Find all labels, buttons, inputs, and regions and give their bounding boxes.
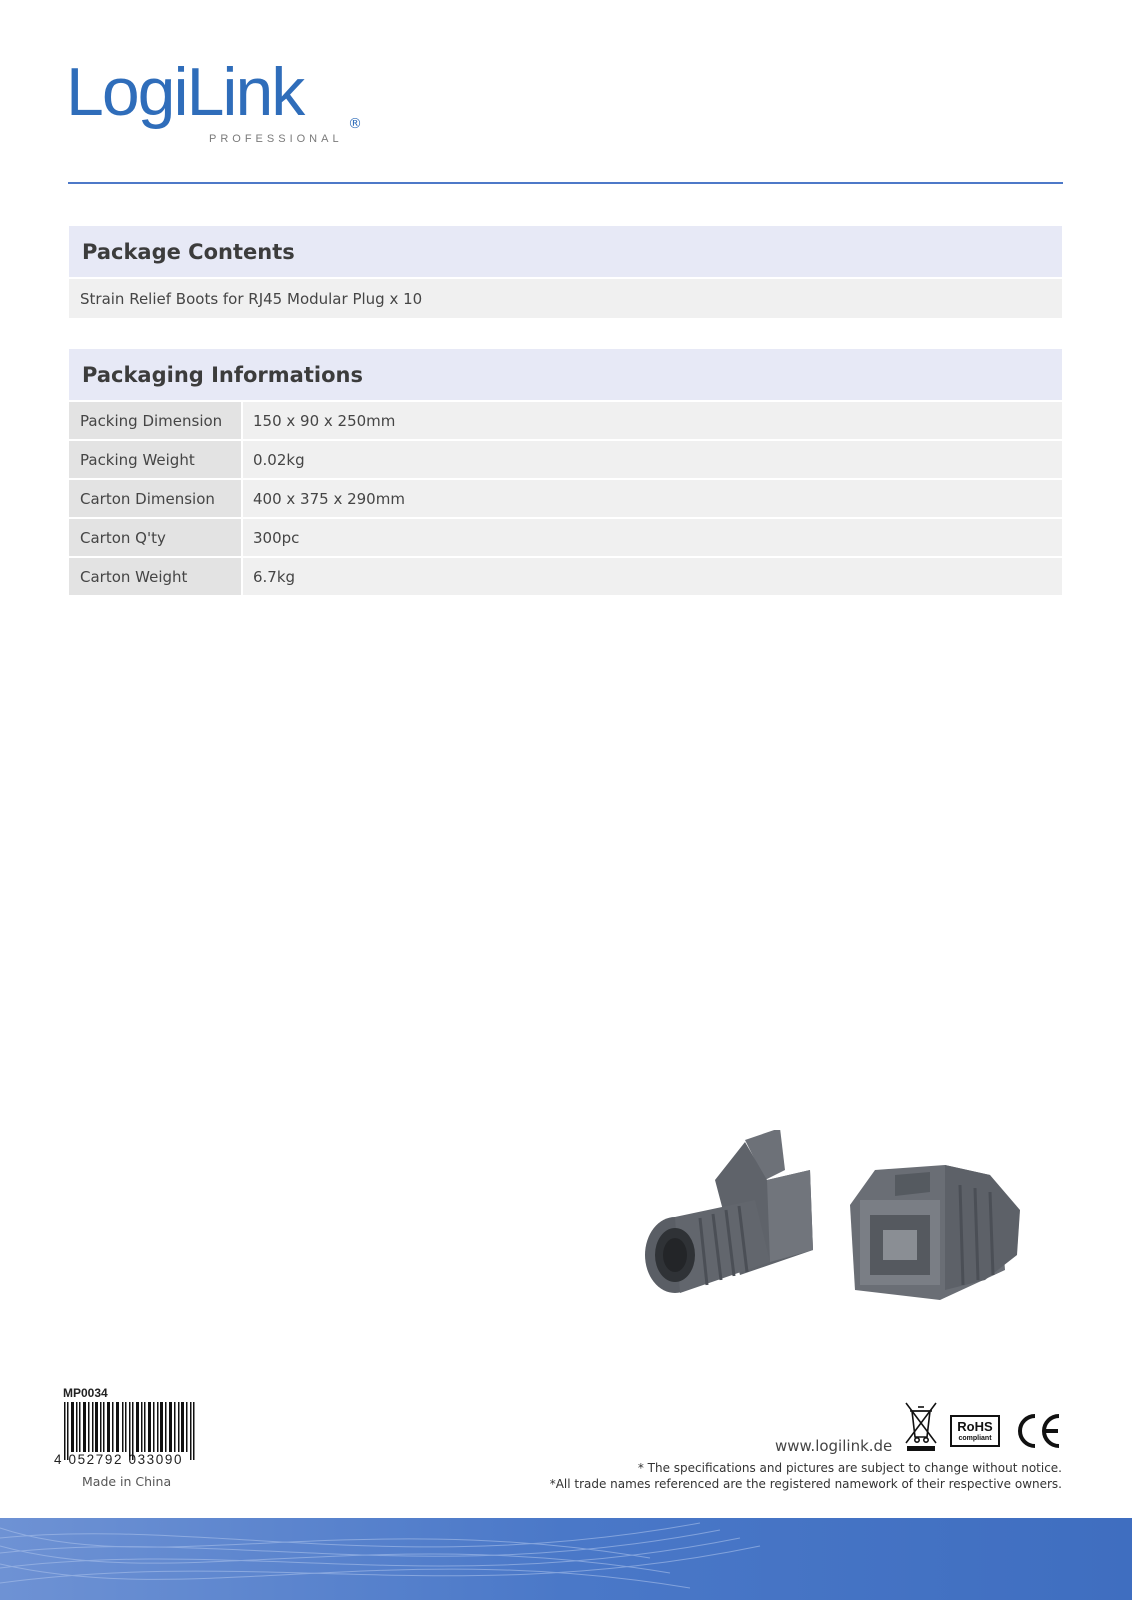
table-row (69, 480, 1062, 517)
row-value: 150 x 90 x 250mm (243, 402, 1062, 439)
packaging-info-section (69, 349, 1062, 595)
website-link[interactable]: www.logilink.de (775, 1437, 893, 1455)
row-value: 6.7kg (243, 558, 1062, 595)
origin-label: Made in China (82, 1474, 172, 1489)
product-image (645, 1130, 1045, 1340)
product-code: MP0034 (63, 1386, 108, 1400)
row-label: Carton Weight (69, 558, 241, 595)
weee-bin-icon (904, 1399, 938, 1451)
boot-front-view (850, 1165, 1020, 1300)
rohs-subtitle: compliant (958, 1435, 992, 1442)
logo-wordmark: LogiLink (66, 54, 304, 130)
table-row (69, 441, 1062, 478)
barcode-block (52, 1386, 212, 1496)
barcode-number: 4 052792 033090 (54, 1452, 184, 1467)
row-value: 400 x 375 x 290mm (243, 480, 1062, 517)
logo-tagline: PROFESSIONAL (209, 133, 343, 145)
row-label: Packing Weight (69, 441, 241, 478)
disclaimer-specs: * The specifications and pictures are subject to change without notice. (637, 1461, 1062, 1475)
table-row (69, 519, 1062, 556)
strain-relief-boots-illustration (645, 1130, 1045, 1340)
footer-wave-band (0, 1518, 1132, 1600)
disclaimer-trademarks: *All trade names referenced are the registered namework of their respective owners. (549, 1477, 1062, 1491)
table-row (69, 558, 1062, 595)
row-label: Carton Dimension (69, 480, 241, 517)
logilink-logo (66, 54, 366, 153)
header-divider (68, 182, 1063, 184)
package-contents-section (69, 226, 1062, 318)
ce-mark-icon (1014, 1413, 1064, 1449)
row-value: 0.02kg (243, 441, 1062, 478)
packaging-info-heading: Packaging Informations (69, 349, 1062, 400)
rohs-title: RoHS (957, 1419, 993, 1434)
boot-side-view (645, 1130, 813, 1293)
package-contents-item: Strain Relief Boots for RJ45 Modular Plug x 10 (69, 279, 1062, 318)
logo-registered-mark: ® (348, 116, 362, 132)
row-value: 300pc (243, 519, 1062, 556)
row-label: Packing Dimension (69, 402, 241, 439)
table-row (69, 402, 1062, 439)
row-label: Carton Q'ty (69, 519, 241, 556)
package-contents-heading: Package Contents (69, 226, 1062, 277)
rohs-badge (950, 1415, 1000, 1447)
